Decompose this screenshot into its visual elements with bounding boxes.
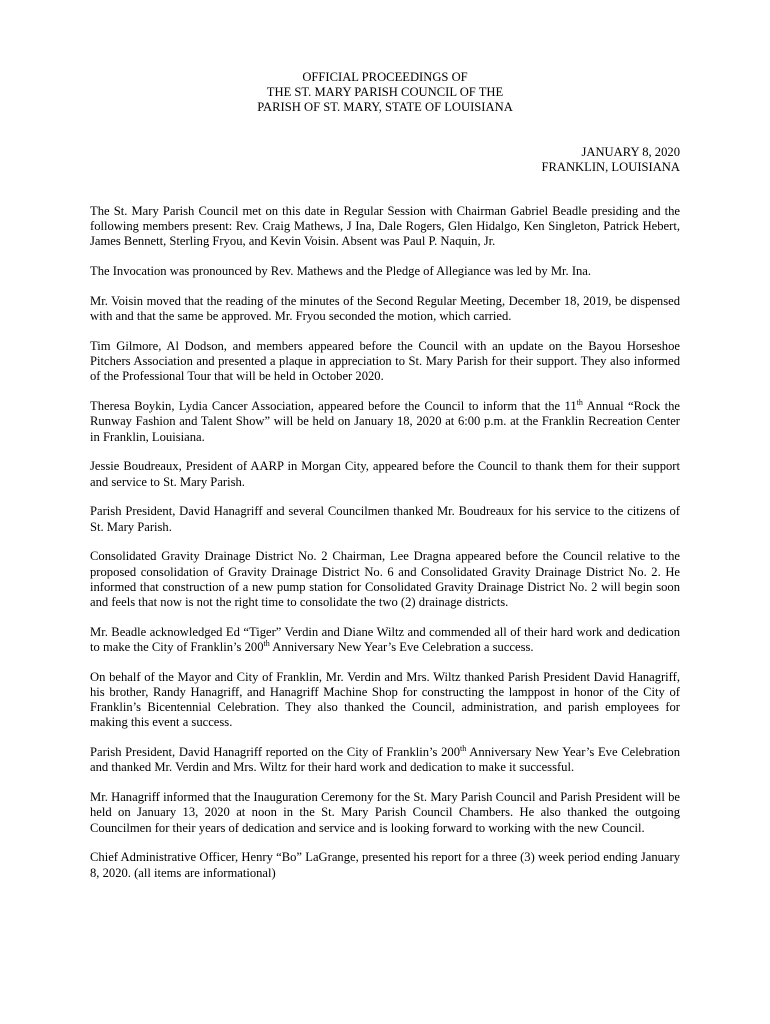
- paragraph-text-a: Theresa Boykin, Lydia Cancer Association, appeared before the Council to inform that the 11: [90, 399, 577, 414]
- paragraph-text-a: Mr. Beadle acknowledged Ed “Tiger” Verdin and Diane Wiltz and commended all of their hard work and dedication to make the City of Franklin’s 200: [90, 624, 680, 655]
- paragraph-president-report: [90, 745, 680, 775]
- paragraph-beadle-acknowledgement: [90, 625, 680, 655]
- ordinal-suffix: th: [576, 398, 583, 408]
- paragraph-drainage-district: Consolidated Gravity Drainage District No. 2 Chairman, Lee Dragna appeared before the Council relative to the proposed consolidation of Gravity Drainage District No. 6 and Consolidated Gravity Drainage District No. 2. He informed that construction of a new pump station for Consolidated Gravity Drainage District No. 2 will begin soon and feels that now is not the right time to consolidate the two (2) drainage districts.: [90, 549, 680, 610]
- paragraph-attendance: The St. Mary Parish Council met on this date in Regular Session with Chairman Gabriel Beadle presiding and the following members present: Rev. Craig Mathews, J Ina, Dale Rogers, Glen Hidalgo, Ken Singleton, Patrick Hebert, James Bennett, Sterling Fryou, and Kevin Voisin. Absent was Paul P. Naquin, Jr.: [90, 204, 680, 249]
- paragraph-inauguration: Mr. Hanagriff informed that the Inauguration Ceremony for the St. Mary Parish Council and Parish President will be held on January 13, 2020 at noon in the St. Mary Parish Council Chambers. He also thanked the outgoing Councilmen for their years of dedication and service and is looking forward to working with the new Council.: [90, 790, 680, 835]
- title-line-3: PARISH OF ST. MARY, STATE OF LOUISIANA: [257, 100, 513, 115]
- ordinal-suffix: th: [460, 744, 467, 754]
- paragraph-text-b: Anniversary New Year’s Eve Celebration a success.: [269, 640, 534, 655]
- dateline: [90, 145, 680, 175]
- paragraph-minutes-approval: Mr. Voisin moved that the reading of the minutes of the Second Regular Meeting, December 18, 2019, be dispensed with and that the same be approved. Mr. Fryou seconded the motion, which carried.: [90, 294, 680, 324]
- meeting-location: FRANKLIN, LOUISIANA: [541, 159, 680, 174]
- title-line-2: THE ST. MARY PARISH COUNCIL OF THE: [266, 85, 504, 100]
- title-line-1: OFFICIAL PROCEEDINGS OF: [302, 70, 468, 84]
- paragraph-aarp: Jessie Boudreaux, President of AARP in Morgan City, appeared before the Council to thank them for their support and service to St. Mary Parish.: [90, 459, 680, 489]
- document-title: [90, 70, 680, 116]
- paragraph-text-b: Anniversary New Year’s Eve Celebration and thanked Mr. Verdin and Mrs. Wiltz for their hard work and dedication to make it successful.: [90, 745, 681, 775]
- ordinal-suffix: th: [263, 638, 270, 648]
- paragraph-horseshoe-association: Tim Gilmore, Al Dodson, and members appeared before the Council with an update on the Bayou Horseshoe Pitchers Association and presented a plaque in appreciation to St. Mary Parish for their support. They also informed of the Professional Tour that will be held in October 2020.: [90, 339, 680, 384]
- paragraph-thanks-boudreaux: Parish President, David Hanagriff and several Councilmen thanked Mr. Boudreaux for his service to the citizens of St. Mary Parish.: [90, 504, 680, 534]
- paragraph-text-b: Annual “Rock the Runway Fashion and Talent Show” will be held on January 18, 2020 at 6:00 p.m. at the Franklin Recreation Center in Franklin, Louisiana.: [90, 399, 680, 444]
- paragraph-invocation: The Invocation was pronounced by Rev. Mathews and the Pledge of Allegiance was led by Mr. Ina.: [90, 264, 592, 279]
- document-page: [90, 70, 680, 895]
- paragraph-cancer-association: [90, 399, 680, 445]
- paragraph-text-a: Parish President, David Hanagriff reported on the City of Franklin’s 200: [90, 745, 461, 760]
- paragraph-cao-report: Chief Administrative Officer, Henry “Bo” LaGrange, presented his report for a three (3) week period ending January 8, 2020. (all items are informational): [90, 850, 680, 880]
- paragraph-lamppost: On behalf of the Mayor and City of Franklin, Mr. Verdin and Mrs. Wiltz thanked Parish President David Hanagriff, his brother, Randy Hanagriff, and Hanagriff Machine Shop for constructing the lamppost in honor of the City of Franklin’s Bicentennial Celebration. They also thanked the Council, administration, and parish employees for making this event a success.: [90, 669, 680, 730]
- proceedings-body: [90, 204, 680, 881]
- meeting-date: JANUARY 8, 2020: [581, 144, 680, 159]
